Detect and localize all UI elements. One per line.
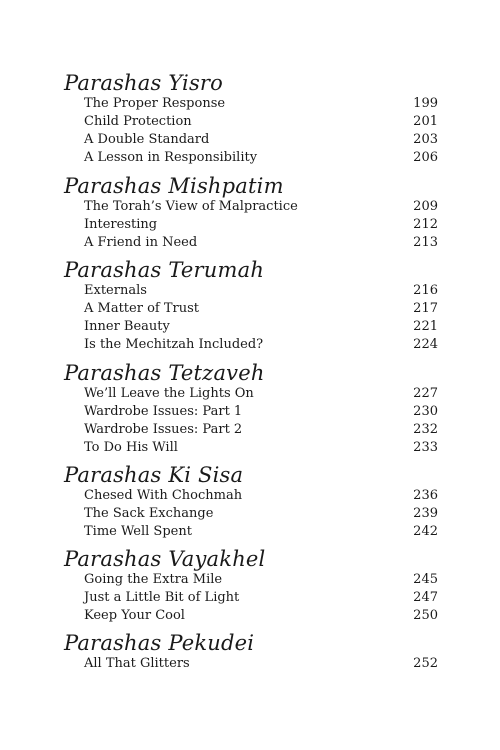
toc-entry <box>0 336 500 354</box>
toc-entry <box>0 505 500 523</box>
toc-entry <box>0 607 500 625</box>
entry-title: Chesed With Chochmah <box>84 488 243 503</box>
toc-entry <box>0 300 500 318</box>
toc-entry <box>0 318 500 336</box>
entry-title: A Double Standard <box>84 132 210 147</box>
entry-page-number: 216 <box>413 283 438 298</box>
entry-page-number: 227 <box>413 386 438 401</box>
section-heading: Parashas Vayakhel <box>64 547 266 571</box>
entry-page-number: 242 <box>413 524 438 539</box>
entry-title: Externals <box>84 283 147 298</box>
entry-title: A Matter of Trust <box>84 301 199 316</box>
toc-entry <box>0 589 500 607</box>
entry-page-number: 233 <box>413 440 438 455</box>
entry-page-number: 232 <box>413 422 438 437</box>
entry-title: The Torah’s View of Malpractice <box>84 199 298 214</box>
entry-page-number: 230 <box>413 404 438 419</box>
entry-page-number: 239 <box>413 506 438 521</box>
entry-title: To Do His Will <box>84 440 178 455</box>
toc-entry <box>0 282 500 300</box>
section-heading: Parashas Mishpatim <box>64 174 284 198</box>
entry-page-number: 206 <box>413 150 438 165</box>
entry-title: Inner Beauty <box>84 319 170 334</box>
entry-page-number: 250 <box>413 608 438 623</box>
entry-title: The Proper Response <box>84 96 226 111</box>
toc-entry <box>0 571 500 589</box>
entry-title: Is the Mechitzah Included? <box>84 337 264 352</box>
toc-entry <box>0 113 500 131</box>
entry-title: Wardrobe Issues: Part 1 <box>84 404 243 419</box>
toc-entry <box>0 487 500 505</box>
toc-entry <box>0 421 500 439</box>
toc-entry <box>0 198 500 216</box>
entry-page-number: 236 <box>413 488 438 503</box>
section-heading: Parashas Tetzaveh <box>64 361 265 385</box>
entry-title: We’ll Leave the Lights On <box>84 386 254 401</box>
entry-page-number: 221 <box>413 319 438 334</box>
toc-entry <box>0 385 500 403</box>
toc-entry <box>0 131 500 149</box>
entry-page-number: 203 <box>413 132 438 147</box>
toc-entry <box>0 439 500 457</box>
entry-page-number: 213 <box>413 235 438 250</box>
entry-title: Time Well Spent <box>84 524 192 539</box>
entry-page-number: 212 <box>413 217 438 232</box>
entry-title: Wardrobe Issues: Part 2 <box>84 422 243 437</box>
section-heading: Parashas Ki Sisa <box>64 463 244 487</box>
entry-title: The Sack Exchange <box>84 506 214 521</box>
entry-page-number: 245 <box>413 572 438 587</box>
entry-page-number: 252 <box>413 656 438 671</box>
entry-title: Going the Extra Mile <box>84 572 223 587</box>
entry-title: Just a Little Bit of Light <box>84 590 240 605</box>
section-heading: Parashas Pekudei <box>64 631 255 655</box>
entry-page-number: 209 <box>413 199 438 214</box>
toc-entry <box>0 403 500 421</box>
entry-title: A Lesson in Responsibility <box>84 150 258 165</box>
entry-title: A Friend in Need <box>84 235 198 250</box>
toc-entry <box>0 523 500 541</box>
entry-title: All That Glitters <box>84 656 190 671</box>
toc-entry <box>0 234 500 252</box>
entry-page-number: 217 <box>413 301 438 316</box>
entry-page-number: 247 <box>413 590 438 605</box>
toc-entry <box>0 216 500 234</box>
entry-page-number: 224 <box>413 337 438 352</box>
section-heading: Parashas Yisro <box>64 71 224 95</box>
toc-entry <box>0 95 500 113</box>
entry-page-number: 199 <box>413 96 438 111</box>
entry-page-number: 201 <box>413 114 438 129</box>
toc-entry <box>0 149 500 167</box>
entry-title: Keep Your Cool <box>84 608 185 623</box>
entry-title: Child Protection <box>84 114 192 129</box>
entry-title: Interesting <box>84 217 158 232</box>
section-heading: Parashas Terumah <box>64 258 265 282</box>
toc-entry <box>0 655 500 673</box>
